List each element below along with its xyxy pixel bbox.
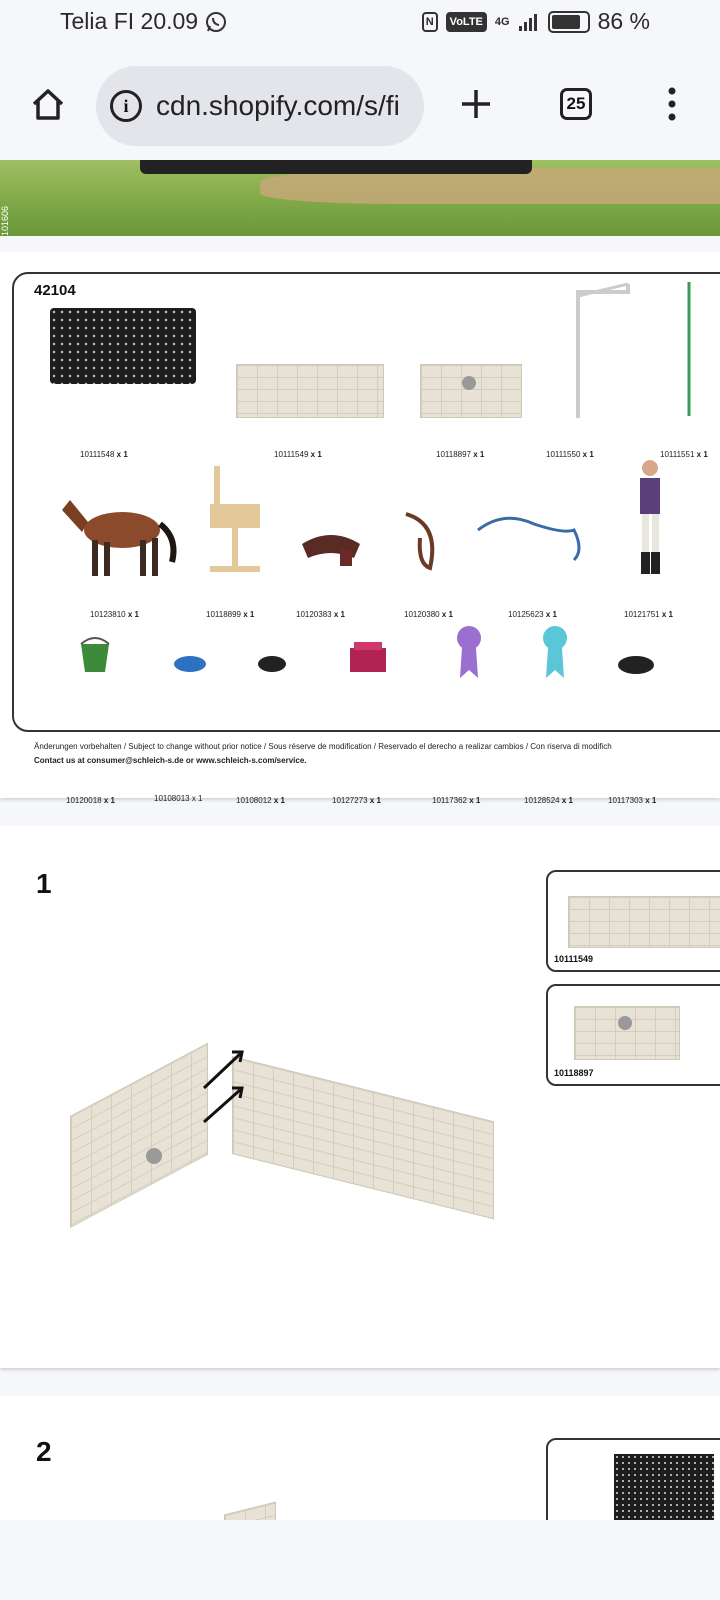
part-label: 10111548 x 1 bbox=[80, 450, 128, 459]
step-2-wall-partial bbox=[224, 1502, 276, 1520]
ref-knob-image bbox=[618, 1016, 632, 1030]
tab-count: 25 bbox=[560, 88, 592, 120]
part-label: 10111550 x 1 bbox=[546, 450, 594, 459]
parts-sheet bbox=[0, 252, 720, 805]
part-label: 10111549 x 1 bbox=[274, 450, 322, 459]
part-label: 10117303 x 1 bbox=[608, 796, 657, 805]
set-number: 42104 bbox=[34, 282, 76, 299]
ref-box-mat bbox=[546, 1438, 720, 1520]
arrow-icon bbox=[200, 1046, 250, 1126]
black-piece-image bbox=[616, 652, 656, 676]
ref-mat-image bbox=[614, 1454, 714, 1520]
step-number: 1 bbox=[36, 868, 52, 899]
bracket-knob-image bbox=[462, 376, 476, 390]
green-stick-image bbox=[684, 280, 694, 420]
bridle-image bbox=[400, 508, 456, 578]
disclaimer-text: Änderungen vorbehalten / Subject to change without prior notice / Sous réserve de modification / Reservado el derecho a realizar cambios / Con riserva di modifich bbox=[34, 742, 612, 751]
part-label: 10128524 x 1 bbox=[524, 796, 573, 805]
carrier-time: Telia FI 20.09 bbox=[60, 8, 199, 34]
saddle-image bbox=[296, 524, 366, 574]
plus-icon bbox=[458, 86, 494, 122]
more-vert-icon bbox=[666, 86, 678, 122]
assembly-knob bbox=[146, 1148, 162, 1164]
part-label: 10125623 x 1 bbox=[508, 610, 557, 619]
status-right bbox=[422, 8, 650, 35]
step-number: 2 bbox=[36, 1436, 52, 1467]
ref-box-wall-long bbox=[546, 870, 720, 972]
part-label: 10118897 x 1 bbox=[436, 450, 485, 459]
ref-wall-bracket-image bbox=[574, 1006, 680, 1060]
hero-image bbox=[0, 160, 720, 236]
part-label: 10118899 x 1 bbox=[206, 610, 255, 619]
nfc-icon: N bbox=[422, 12, 438, 32]
assembly-long-wall bbox=[232, 1056, 494, 1219]
purple-rosette-image bbox=[454, 624, 484, 680]
hero-mat bbox=[140, 160, 532, 174]
step-1-sheet bbox=[0, 826, 720, 1368]
part-label: 10120018 x 1 bbox=[66, 796, 115, 805]
blue-clip-image bbox=[172, 652, 208, 674]
address-bar[interactable] bbox=[96, 66, 424, 146]
rider-figure-image bbox=[624, 458, 676, 582]
battery-percent: 86 % bbox=[597, 8, 650, 34]
network-type: 4G bbox=[494, 15, 510, 28]
grooming-box-image bbox=[346, 638, 390, 676]
status-bar bbox=[0, 0, 720, 48]
ref-label: 10111549 bbox=[554, 954, 594, 964]
site-info-icon[interactable]: i bbox=[110, 90, 142, 122]
lead-rope-image bbox=[474, 510, 594, 570]
page-content[interactable] bbox=[0, 160, 720, 1520]
whatsapp-icon bbox=[204, 10, 228, 34]
ref-label: 10118897 bbox=[554, 1068, 594, 1078]
battery-icon bbox=[548, 11, 590, 33]
part-label: 10121751 x 1 bbox=[624, 610, 673, 619]
part-label: 10127273 x 1 bbox=[332, 796, 381, 805]
rubber-mat-image bbox=[50, 308, 196, 384]
part-label: 10111551 x 1 bbox=[660, 450, 708, 459]
part-label: 10117362 x 1 bbox=[432, 796, 481, 805]
wall-bracket-image bbox=[420, 364, 522, 418]
status-left bbox=[60, 8, 228, 35]
signal-icon bbox=[518, 12, 540, 32]
part-label: 10108013 x 1 bbox=[154, 794, 203, 803]
tab-switcher-button[interactable] bbox=[546, 74, 606, 134]
part-label: 10120380 x 1 bbox=[404, 610, 453, 619]
wooden-stand-image bbox=[200, 462, 270, 582]
menu-button[interactable] bbox=[642, 74, 702, 134]
ref-wall-long-image bbox=[568, 896, 720, 948]
blue-rosette-image bbox=[540, 624, 570, 680]
contact-text: Contact us at consumer@schleich-s.de or www.schleich-s.com/service. bbox=[34, 756, 307, 765]
bucket-image bbox=[78, 636, 112, 676]
assembly-short-wall bbox=[70, 1043, 208, 1228]
horse-image bbox=[60, 482, 180, 582]
home-button[interactable] bbox=[18, 74, 78, 134]
new-tab-button[interactable] bbox=[446, 74, 506, 134]
volte-badge: VoLTE bbox=[446, 12, 487, 32]
part-label: 10108012 x 1 bbox=[236, 796, 285, 805]
bottom-bar bbox=[0, 1520, 720, 1600]
url-text[interactable]: cdn.shopify.com/s/fi bbox=[156, 90, 400, 121]
browser-toolbar bbox=[0, 48, 720, 160]
step-2-sheet bbox=[0, 1396, 720, 1520]
ref-box-wall-bracket bbox=[546, 984, 720, 1086]
wall-long-image bbox=[236, 364, 384, 418]
home-icon bbox=[28, 84, 68, 124]
black-clip-image bbox=[256, 652, 288, 674]
hero-code: 101606 bbox=[0, 205, 10, 236]
pole-hook-image bbox=[568, 282, 638, 422]
part-label: 10123810 x 1 bbox=[90, 610, 139, 619]
part-label: 10120383 x 1 bbox=[296, 610, 345, 619]
